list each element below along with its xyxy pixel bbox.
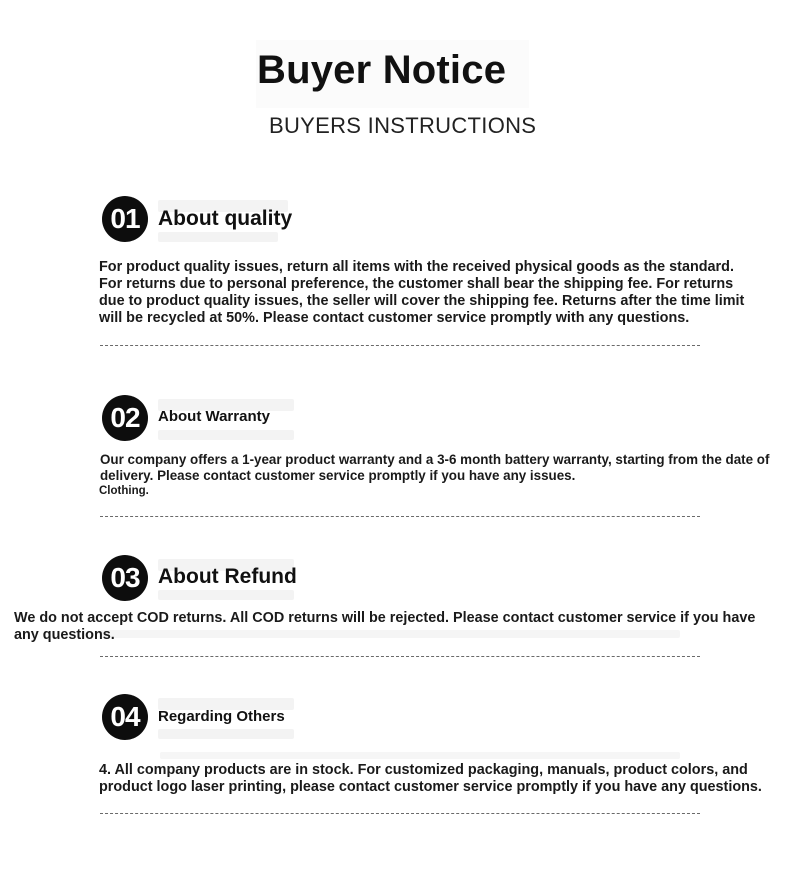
page-title: Buyer Notice: [257, 48, 507, 92]
section-note-warranty: Clothing.: [99, 485, 149, 497]
faded-heading-shadow: [158, 430, 294, 440]
section-title-quality: About quality: [158, 207, 293, 230]
faded-text-shadow: [160, 752, 680, 759]
section-title-others: Regarding Others: [158, 708, 285, 725]
section-divider: [100, 345, 700, 346]
faded-heading-shadow: [158, 729, 294, 739]
section-divider: [100, 516, 700, 517]
section-text-refund: We do not accept COD returns. All COD returns will be rejected. Please contact customer service if you have any questions.: [14, 610, 756, 643]
faded-heading-shadow: [158, 232, 278, 242]
section-text-warranty: Our company offers a 1-year product warranty and a 3-6 month battery warranty, starting from the date of delivery. Please contact customer service promptly if you have any issues.: [100, 452, 770, 483]
section-title-warranty: About Warranty: [158, 408, 270, 425]
section-number-badge: 01: [102, 196, 148, 242]
faded-heading-shadow: [158, 590, 294, 600]
page-subtitle: BUYERS INSTRUCTIONS: [269, 113, 537, 138]
section-divider: [100, 813, 700, 814]
section-text-quality: For product quality issues, return all items with the received physical goods as the standard. For returns due to personal preference, the customer shall bear the shipping fee. For returns due to product quality issues, the seller will cover the shipping fee. Returns after the time limit will be recycled at 50%. Please contact customer service promptly with any questions.: [99, 259, 745, 326]
section-text-others: 4. All company products are in stock. For customized packaging, manuals, product colors, and product logo laser printing, please contact customer service promptly if you have any questions.: [99, 762, 762, 795]
section-number-badge: 04: [102, 694, 148, 740]
section-divider: [100, 656, 700, 657]
section-title-refund: About Refund: [158, 565, 297, 588]
section-number-badge: 03: [102, 555, 148, 601]
section-number-badge: 02: [102, 395, 148, 441]
